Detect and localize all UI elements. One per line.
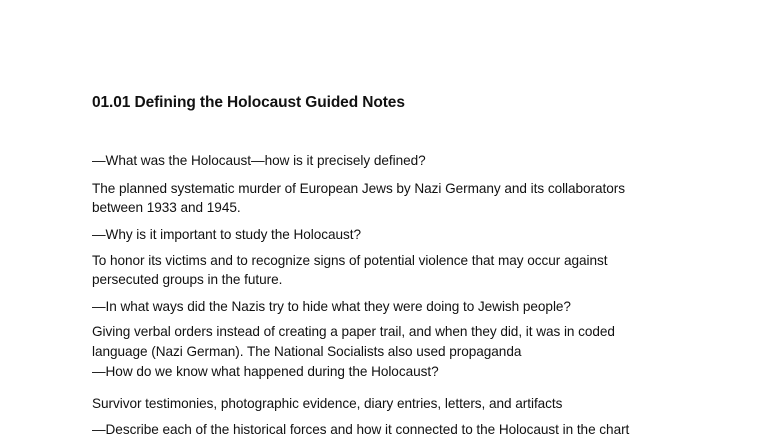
answer-line: persecuted groups in the future. [92, 272, 283, 287]
question-line: —What was the Holocaust—how is it precisely defined? [92, 153, 426, 168]
question-line: —Describe each of the historical forces and how it connected to the Holocaust in the chart [92, 422, 630, 437]
answer-line: Giving verbal orders instead of creating a paper trail, and when they did, it was in coded [92, 324, 615, 339]
document-title: 01.01 Defining the Holocaust Guided Notes [92, 94, 405, 111]
question-line: —Why is it important to study the Holocaust? [92, 227, 362, 242]
answer-line: The planned systematic murder of European Jews by Nazi Germany and its collaborators [92, 181, 626, 196]
answer-line: Survivor testimonies, photographic evidence, diary entries, letters, and artifacts [92, 396, 563, 411]
question-line: —How do we know what happened during the Holocaust? [92, 364, 439, 379]
question-line: —In what ways did the Nazis try to hide what they were doing to Jewish people? [92, 299, 571, 314]
answer-line: To honor its victims and to recognize signs of potential violence that may occur against [92, 253, 608, 268]
answer-line: language (Nazi German). The National Socialists also used propaganda [92, 344, 522, 359]
answer-line: between 1933 and 1945. [92, 200, 241, 215]
